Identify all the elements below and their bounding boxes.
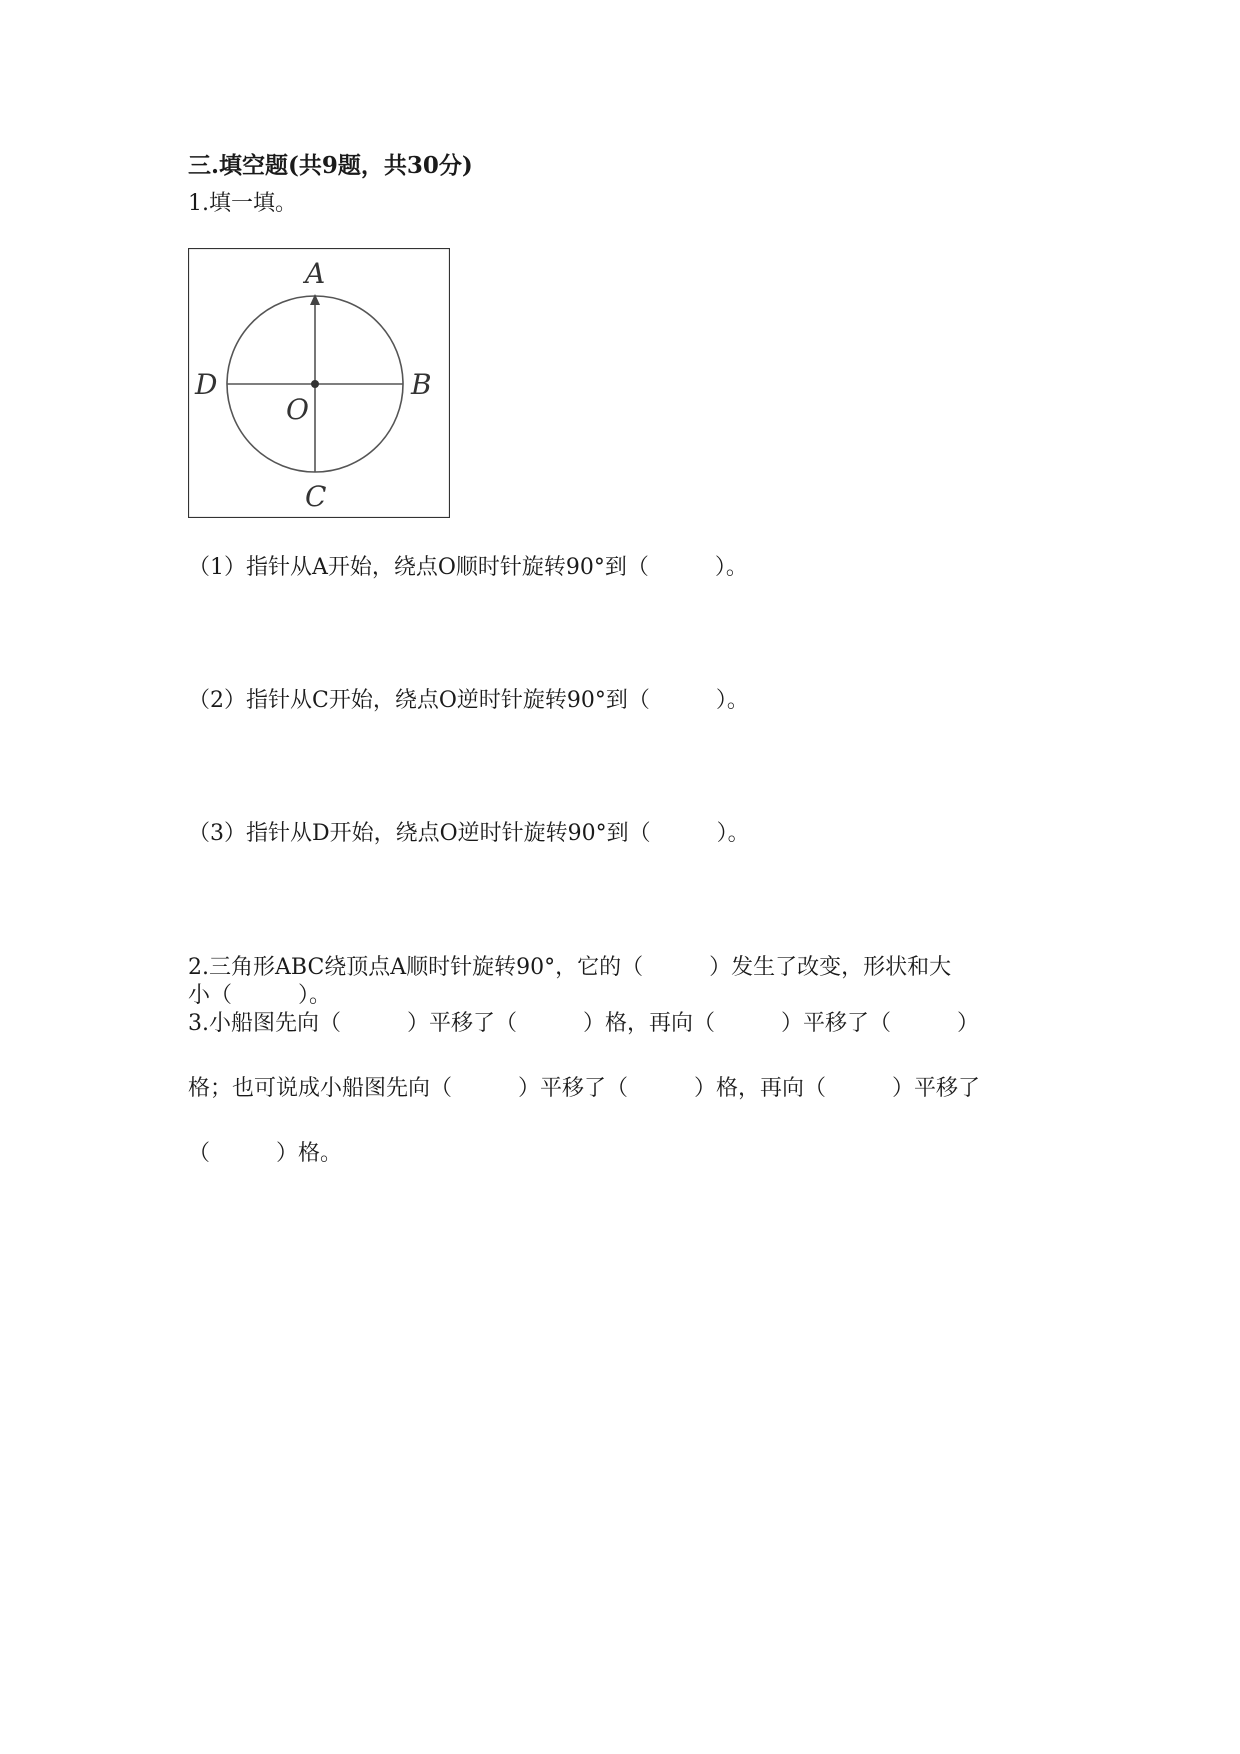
question-1-title: 1.填一填。 — [188, 191, 297, 216]
label-c: C — [305, 480, 327, 513]
section-heading: 三.填空题(共9题，共30分) — [188, 152, 473, 179]
center-point — [311, 380, 319, 388]
label-o: O — [286, 393, 309, 426]
label-a: A — [305, 257, 326, 290]
circle-diagram-svg — [188, 248, 450, 518]
question-3-line-2: 格；也可说成小船图先向（ ）平移了（ ）格，再向（ ）平移了 — [188, 1076, 981, 1101]
label-d: D — [195, 368, 218, 401]
question-3-line-1: 3.小船图先向（ ）平移了（ ）格，再向（ ）平移了（ ） — [188, 1011, 979, 1036]
question-1-part-2: （2）指针从C开始，绕点O逆时针旋转90°到（ ）。 — [188, 688, 749, 713]
question-3-line-3: （ ）格。 — [188, 1141, 343, 1166]
question-2-line-1: 2.三角形ABC绕顶点A顺时针旋转90°，它的（ ）发生了改变，形状和大 — [188, 955, 952, 980]
question-2-line-2: 小（ ）。 — [188, 983, 332, 1008]
question-1-part-1: （1）指针从A开始，绕点O顺时针旋转90°到（ ）。 — [188, 555, 748, 580]
rotation-circle-figure — [188, 248, 450, 518]
question-1-part-3: （3）指针从D开始，绕点O逆时针旋转90°到（ ）。 — [188, 821, 750, 846]
label-b: B — [411, 368, 432, 401]
